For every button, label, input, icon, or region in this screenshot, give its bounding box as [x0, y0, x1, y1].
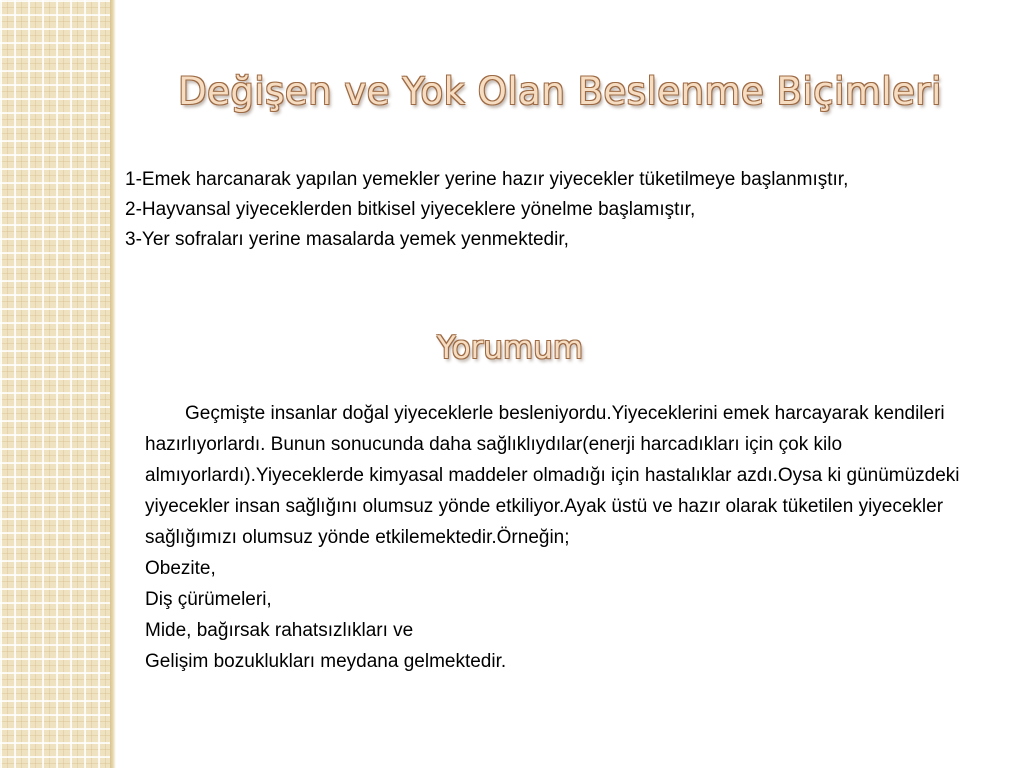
comment-body: [145, 398, 1015, 677]
comment-line: Gelişim bozuklukları meydana gelmektedir.: [145, 651, 507, 672]
list-item: 2-Hayvansal yiyeceklerden bitkisel yiyeceklere yönelme başlamıştır,: [125, 199, 696, 220]
section-subtitle: Yorumum: [436, 330, 584, 366]
comment-paragraph: Geçmişte insanlar doğal yiyeceklerle besleniyordu.Yiyeceklerini emek harcayarak kendileri hazırlıyorlardı. Bunun sonucunda daha sağlıklıydılar(enerji harcadıkları için çok kilo almıyorlardı).Yiyeceklerde kimyasal maddeler olmadığı için hastalıklar azdı.Oysa ki günümüzdeki yiyecekler insan sağlığını olumsuz yönde etkiliyor.Ayak üstü ve hazır olarak tüketilen yiyecekler sağlığımızı olumsuz yönde etkilemektedir.Örneğin;: [145, 403, 960, 548]
list-item: 1-Emek harcanarak yapılan yemekler yerine hazır yiyecekler tüketilmeye başlanmıştır,: [125, 169, 849, 190]
list-item: 3-Yer sofraları yerine masalarda yemek yenmektedir,: [125, 229, 569, 250]
decorative-side-pattern: [0, 0, 110, 768]
comment-line: Diş çürümeleri,: [145, 589, 272, 610]
slide-title: Değişen ve Yok Olan Beslenme Biçimleri: [178, 70, 942, 113]
comment-line: Obezite,: [145, 558, 216, 579]
numbered-list: [125, 165, 1020, 255]
decorative-side-edge: [110, 0, 116, 768]
comment-line: Mide, bağırsak rahatsızlıkları ve: [145, 620, 414, 641]
